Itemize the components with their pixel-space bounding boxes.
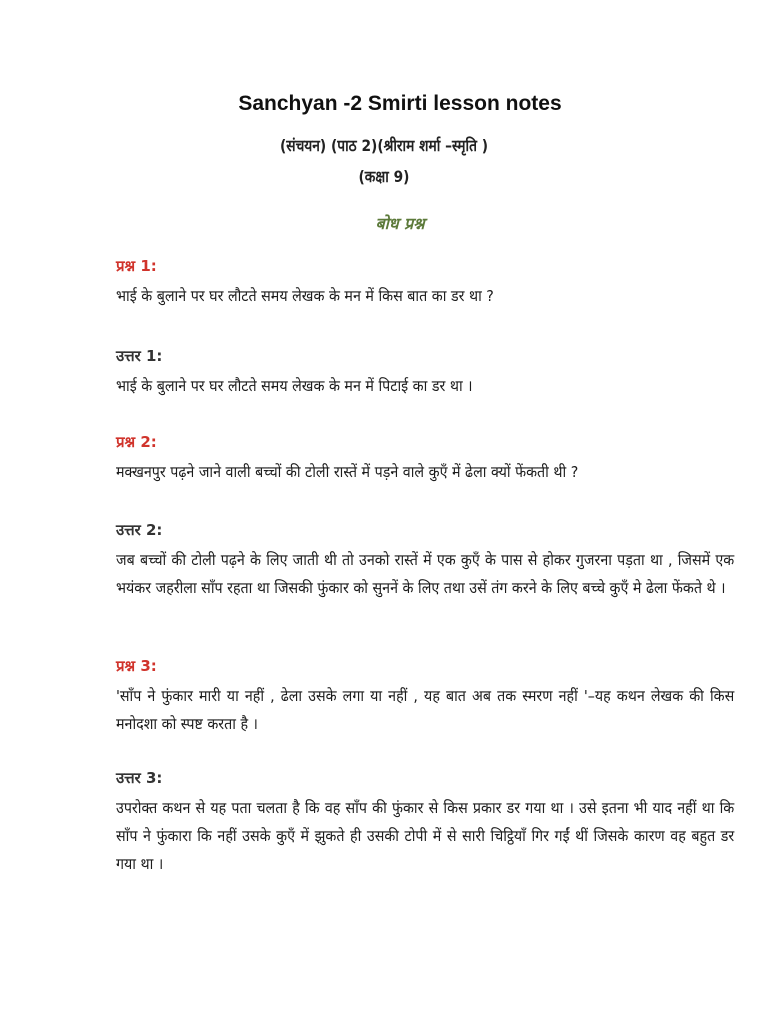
answer-text: भाई के बुलाने पर घर लौटते समय लेखक के मन में पिटाई का डर था । <box>116 377 473 395</box>
answer-label: उत्तर 1: <box>116 347 163 365</box>
question-label: प्रश्न 1: <box>116 257 157 275</box>
document-title: Sanchyan -2 Smirti lesson notes <box>238 92 562 115</box>
answer-label: उत्तर 3: <box>116 769 163 787</box>
answer-text: जब बच्चों की टोली पढ़ने के लिए जाती थी तो उनको रास्तें में एक कुएँ के पास से होकर गुजरना पड़ता था , जिसमें एक भयंकर जहरीला साँप रहता था जिसकी फुंकार को सुननें के लिए तथा उसें तंग करने के लिए बच्चे कुएँ मे ढेला फेंकते थे । <box>116 551 735 597</box>
section-heading: बोध प्रश्न <box>375 214 425 233</box>
question-text: मक्खनपुर पढ़ने जाने वाली बच्चों की टोली रास्तें में पड़ने वाले कुएँ में ढेला क्यों फेंकती थी ? <box>116 463 579 481</box>
answer-2 <box>116 520 734 602</box>
answer-1 <box>116 346 734 400</box>
question-text: 'साँप ने फुंकार मारी या नहीं , ढेला उसके लगा या नहीं , यह बात अब तक स्मरण नहीं '–यह कथन लेखक की किस मनोदशा को स्पष्ट करता है । <box>116 687 735 733</box>
answer-label: उत्तर 2: <box>116 521 163 539</box>
question-1 <box>116 256 734 310</box>
answer-3 <box>116 768 734 878</box>
question-text: भाई के बुलाने पर घर लौटते समय लेखक के मन में किस बात का डर था ? <box>116 287 494 305</box>
answer-text: उपरोक्त कथन से यह पता चलता है कि वह साँप की फुंकार से किस प्रकार डर गया था । उसे इतना भी याद नहीं था कि साँप ने फुंकारा कि नहीं उसके कुएँ में झुकते ही उसकी टोपी में से सारी चिट्ठियाँ गिर गईं थीं जिसके कारण वह बहुत डर गया था । <box>116 799 735 873</box>
document-subtitle: (संचयन) (पाठ 2)(श्रीराम शर्मा –स्मृति ) <box>279 136 489 155</box>
question-3 <box>116 656 734 738</box>
question-label: प्रश्न 3: <box>116 657 157 675</box>
question-2 <box>116 432 734 486</box>
question-label: प्रश्न 2: <box>116 433 157 451</box>
class-label: (कक्षा 9) <box>358 167 410 186</box>
